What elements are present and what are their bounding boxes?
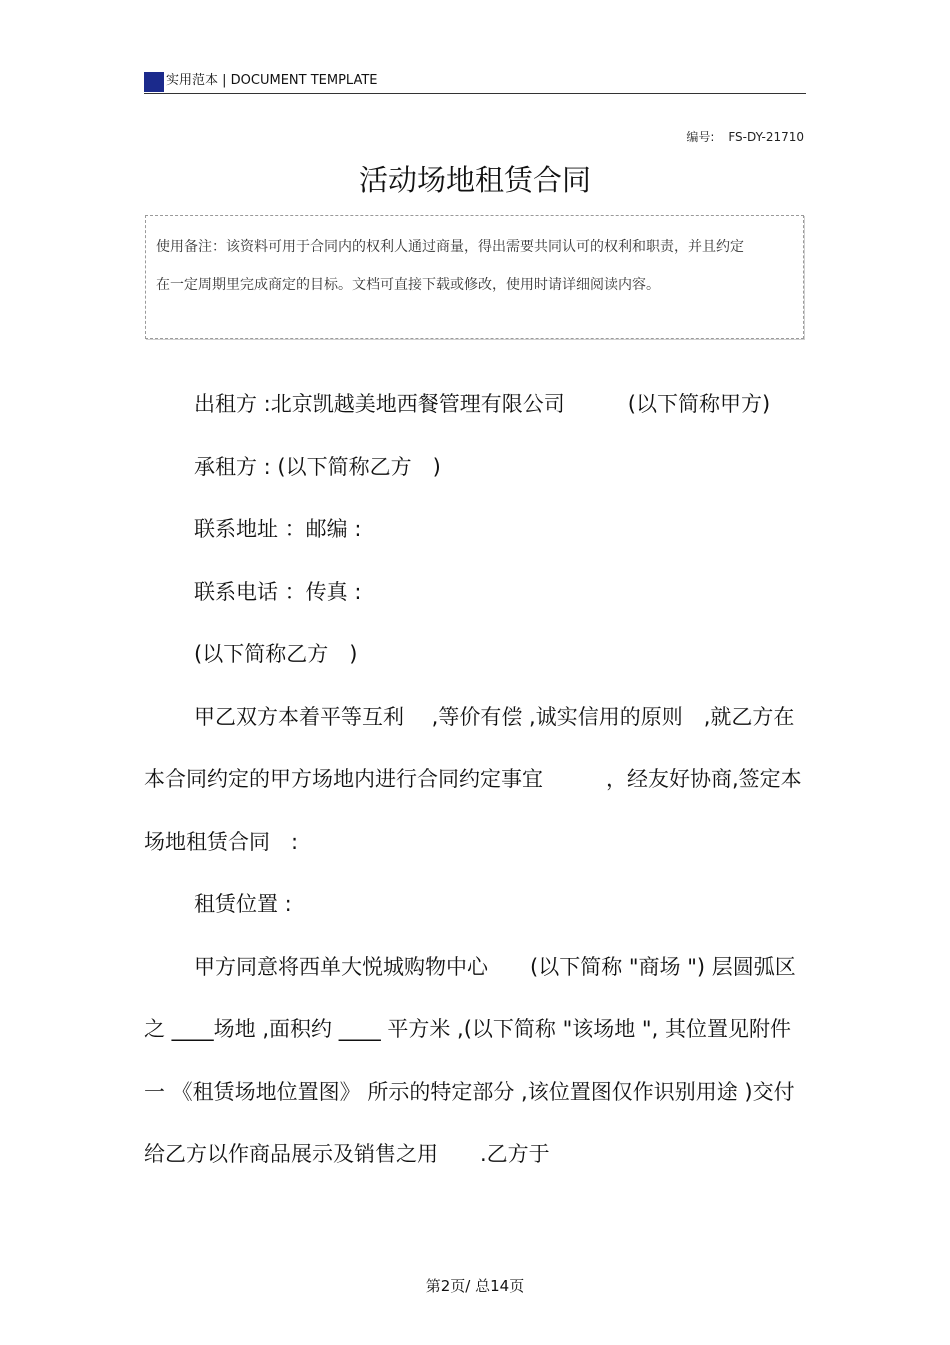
document-number-value: FS-DY-21710 bbox=[728, 130, 804, 144]
paragraph-address: 联系地址 ：邮编 : bbox=[194, 517, 362, 541]
contract-body bbox=[144, 373, 806, 1186]
paragraph-location-detail: 甲方同意将西单大悦城购物中心 (以下简称 "商场 ") 层圆弧区之 ____场地 ,面积约 ____ 平方米 ,(以下简称 "该场地 ", 其位置见附件一 《租赁场地位置图》 所示的特定部分 ,该位置图仅作识别用途 )交付给乙方以作商品展示及销售之用 .乙方于 bbox=[144, 954, 796, 1166]
paragraph-lessor: 出租方 :北京凯越美地西餐管理有限公司 (以下简称甲方) bbox=[194, 392, 771, 416]
paragraph-location-heading: 租赁位置 : bbox=[194, 892, 292, 916]
paragraph-principle: 甲乙双方本着平等互利 ,等价有偿 ,诚实信用的原则 ,就乙方在本合同约定的甲方场地内进行合同约定事宜 ，经友好协商,签定本场地租赁合同 : bbox=[144, 704, 802, 854]
page-title: 活动场地租赁合同 bbox=[358, 163, 591, 197]
header-brand-text: 实用范本 | DOCUMENT TEMPLATE bbox=[166, 73, 378, 88]
paragraph-abbrev: (以下简称乙方 ) bbox=[194, 642, 358, 666]
document-number-label: 编号: bbox=[686, 130, 715, 144]
paragraph-phone: 联系电话 ：传真 : bbox=[194, 579, 362, 604]
paragraph-lessee: 承租方 : (以下简称乙方 ) bbox=[194, 454, 441, 479]
logo-square-icon bbox=[144, 72, 164, 92]
document-header bbox=[144, 70, 806, 94]
document-number bbox=[686, 128, 804, 145]
usage-note-text: 使用备注：该资料可用于合同内的权利人通过商量，得出需要共同认可的权利和职责，并且约定在一定周期里完成商定的目标。文档可直接下载或修改，使用时请详细阅读内容。 bbox=[156, 239, 744, 293]
page-footer: 第2页/ 总14页 bbox=[425, 1277, 525, 1295]
usage-note-box bbox=[145, 215, 804, 339]
